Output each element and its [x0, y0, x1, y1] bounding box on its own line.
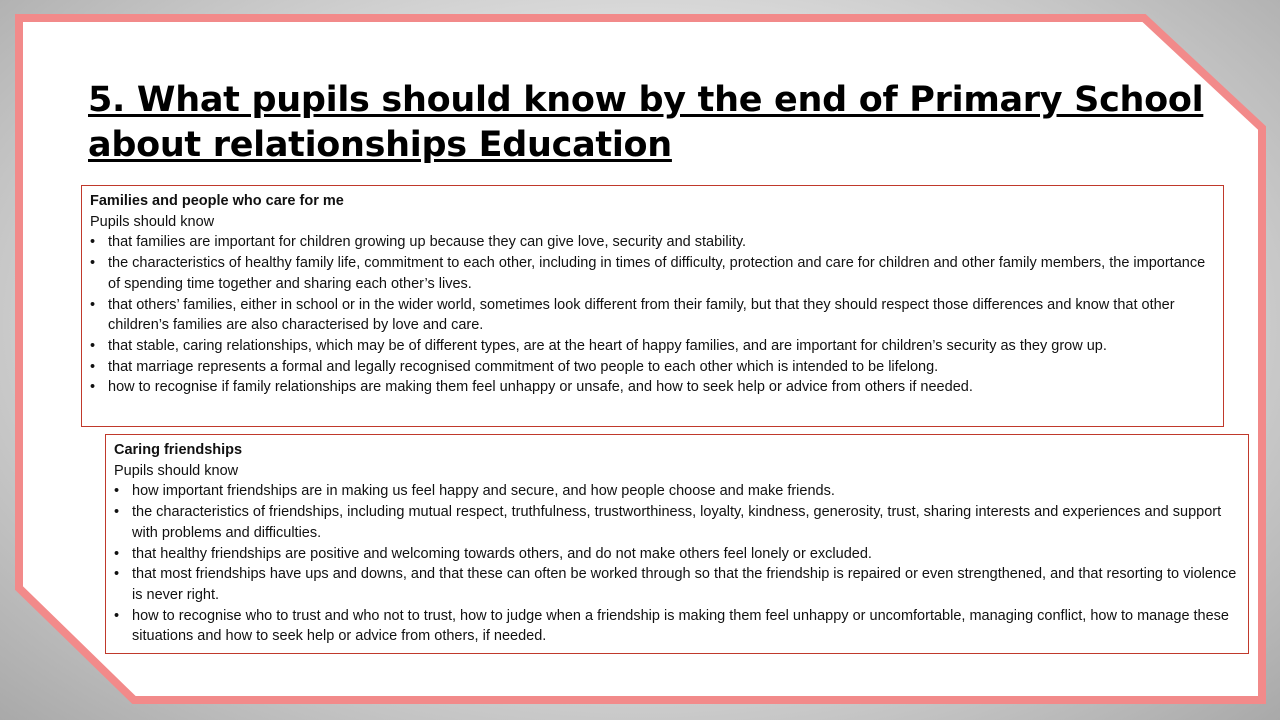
title-line-1: 5. What pupils should know by the end of Primary School: [88, 80, 1204, 120]
bullet-list: [90, 232, 1215, 398]
list-item: • that others’ families, either in school or in the wider world, sometimes look different from their family, but that they should respect those differences and know that other children’s families are also characterised by love and care.: [90, 296, 1175, 334]
bullet-icon: •: [90, 379, 96, 396]
section-heading: Caring friendships: [114, 442, 243, 458]
list-item: • the characteristics of friendships, including mutual respect, truthfulness, trustworthiness, loyalty, kindness, generosity, trust, sharing interests and experiences and support with problems and difficulties.: [114, 504, 1222, 541]
list-item: • how important friendships are in making us feel happy and secure, and how people choose and make friends.: [114, 481, 1240, 502]
page-title: [88, 78, 1208, 168]
section-heading: Families and people who care for me: [90, 193, 344, 209]
list-item: • how to recognise if family relationships are making them feel unhappy or unsafe, and how to seek help or advice from others if needed.: [90, 377, 1215, 398]
bullet-icon: •: [114, 545, 120, 562]
section-intro: Pupils should know: [114, 462, 239, 479]
list-item: • that families are important for children growing up because they can give love, security and stability.: [90, 232, 1215, 253]
bullet-icon: •: [114, 504, 120, 521]
bullet-icon: •: [90, 234, 96, 251]
bullet-icon: •: [114, 483, 120, 500]
list-item: • that marriage represents a formal and legally recognised commitment of two people to each other which is intended to be lifelong.: [90, 357, 1215, 378]
bullet-icon: •: [114, 566, 120, 583]
list-item: • that healthy friendships are positive and welcoming towards others, and do not make others feel lonely or excluded.: [114, 544, 1240, 565]
list-item: • that most friendships have ups and downs, and that these can often be worked through so that the friendship is repaired or even strengthened, and that resorting to violence is never right.: [114, 566, 1237, 603]
bullet-icon: •: [90, 255, 96, 272]
bullet-icon: •: [90, 358, 96, 375]
bullet-icon: •: [114, 607, 120, 624]
section-intro: Pupils should know: [90, 213, 215, 230]
friendships-section: [105, 434, 1249, 654]
list-item: • that stable, caring relationships, which may be of different types, are at the heart of happy families, and are important for children’s security as they grow up.: [90, 336, 1215, 357]
bullet-icon: •: [90, 296, 96, 313]
bullet-icon: •: [90, 337, 96, 354]
families-section: [81, 185, 1224, 427]
bullet-list: [114, 481, 1240, 647]
title-line-2: about relationships Education: [88, 125, 672, 165]
list-item: • how to recognise who to trust and who not to trust, how to judge when a friendship is making them feel unhappy or uncomfortable, managing conflict, how to manage these situations and how to seek help or advice from others, if needed.: [114, 607, 1230, 645]
list-item: • the characteristics of healthy family life, commitment to each other, including in times of difficulty, protection and care for children and other family members, the importance of spending time together and sharing each other’s lives.: [90, 255, 1206, 292]
